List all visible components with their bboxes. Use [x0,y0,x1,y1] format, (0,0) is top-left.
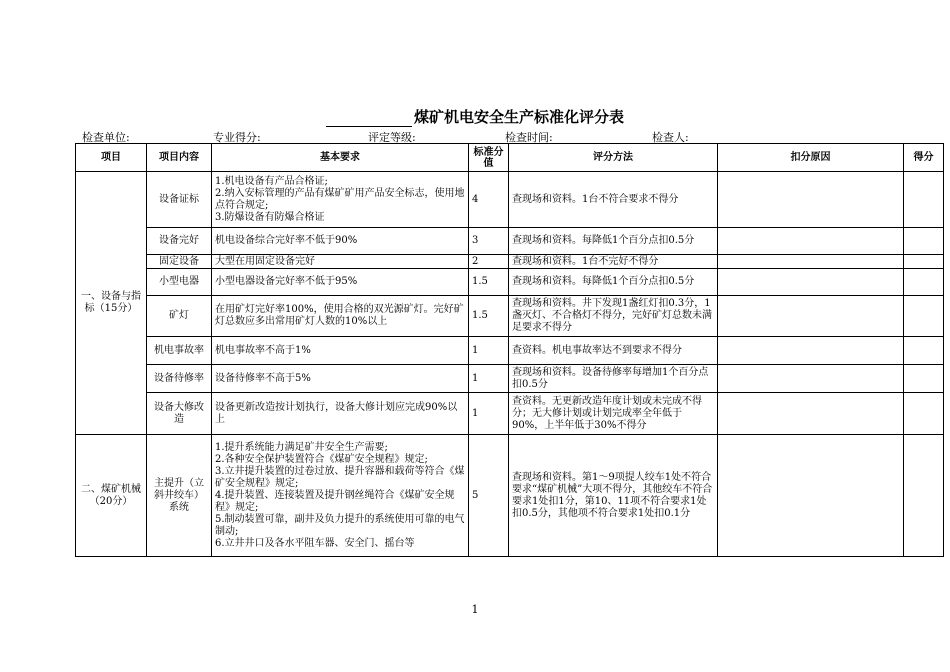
row-deduction[interactable] [718,337,904,365]
row-requirement: 机电事故率不高于1% [212,337,469,365]
row-method: 查现场和资料。1台不完好不得分 [509,255,718,269]
title-blank-line [326,112,412,127]
table-row [76,365,944,393]
table-row [76,393,944,435]
row-deduction[interactable] [718,393,904,435]
row-score: 1 [469,393,509,435]
row-content: 小型电器 [147,269,212,296]
row-score: 1.5 [469,296,509,337]
row-deduction[interactable] [718,255,904,269]
row-requirement: 1.提升系统能力满足矿井安全生产需要; 2.各种安全保护装置符合《煤矿安全规程》规定; 3.立井提升装置的过卷过放、提升容器和载荷等符合《煤矿安全规程》规定; 4.提升装置、连接装置及提升钢丝绳符合《煤矿安全规程》规定; 5.制动装置可靠，副井及负力提升的系统使用可靠的电气制动; 6.立井井口及各水平阻车器、安全门、摇台等 [212,435,469,557]
meta-score: 专业得分: [213,131,261,144]
row-result[interactable] [904,393,944,435]
row-score: 4 [469,172,509,228]
row-deduction[interactable] [718,296,904,337]
row-result[interactable] [904,269,944,296]
row-score: 1 [469,365,509,393]
page-title [0,106,950,127]
row-score: 1 [469,337,509,365]
row-requirement: 大型在用固定设备完好 [212,255,469,269]
row-score: 2 [469,255,509,269]
row-content: 矿灯 [147,296,212,337]
table-row [76,228,944,255]
row-requirement: 在用矿灯完好率100%，使用合格的双光源矿灯。完好矿灯总数应多出常用矿灯人数的10%以上 [212,296,469,337]
row-requirement: 设备待修率不高于5% [212,365,469,393]
meta-unit: 检查单位: [82,131,130,144]
row-method: 查现场和资料。设备待修率每增加1个百分点扣0.5分 [509,365,718,393]
meta-time: 检查时间: [505,131,553,144]
row-content: 主提升（立斜井绞车）系统 [147,435,212,557]
row-result[interactable] [904,172,944,228]
row-score: 3 [469,228,509,255]
row-requirement: 1.机电设备有产品合格证; 2.纳入安标管理的产品有煤矿矿用产品安全标志，使用地点符合规定; 3.防爆设备有防爆合格证 [212,172,469,228]
title-text: 煤矿机电安全生产标准化评分表 [413,108,624,126]
row-result[interactable] [904,337,944,365]
header-content: 项目内容 [147,144,212,172]
row-deduction[interactable] [718,228,904,255]
row-content: 设备证标 [147,172,212,228]
header-score: 得分 [904,144,944,172]
row-method: 查现场和资料。第1～9项提人绞车1处不符合要求“煤矿机械”大项不得分，其他绞车不符合要求1处扣1分，第10、11项不符合要求1处扣0.5分，其他项不符合要求1处扣0.1分 [509,435,718,557]
row-method: 查资料。机电事故率达不到要求不得分 [509,337,718,365]
header-method: 评分方法 [509,144,718,172]
row-method: 查资料。无更新改造年度计划或未完成不得分；无大修计划或计划完成率全年低于90%，上半年低于30%不得分 [509,393,718,435]
header-item: 项目 [76,144,147,172]
row-result[interactable] [904,255,944,269]
row-method: 查现场和资料。井下发现1盏红灯扣0.3分，1盏灭灯、不合格灯不得分，完好矿灯总数未满足要求不得分 [509,296,718,337]
row-content: 设备完好 [147,228,212,255]
header-deduction: 扣分原因 [718,144,904,172]
row-deduction[interactable] [718,435,904,557]
row-score: 1.5 [469,269,509,296]
row-deduction[interactable] [718,269,904,296]
row-deduction[interactable] [718,365,904,393]
table-header-row [76,144,944,172]
page-number: 1 [471,603,479,616]
row-content: 设备待修率 [147,365,212,393]
row-result[interactable] [904,435,944,557]
table-row [76,296,944,337]
table-row [76,172,944,228]
table-row [76,435,944,557]
table-row [76,255,944,269]
row-result[interactable] [904,296,944,337]
row-result[interactable] [904,228,944,255]
meta-grade: 评定等级: [368,131,416,144]
section-label: 二、煤矿机械（20分） [76,435,147,557]
table-row [76,337,944,365]
row-requirement: 机电设备综合完好率不低于90% [212,228,469,255]
row-requirement: 设备更新改造按计划执行，设备大修计划应完成90%以上 [212,393,469,435]
row-result[interactable] [904,365,944,393]
row-content: 机电事故率 [147,337,212,365]
row-method: 查现场和资料。1台不符合要求不得分 [509,172,718,228]
row-content: 固定设备 [147,255,212,269]
row-requirement: 小型电器设备完好率不低于95% [212,269,469,296]
header-standard: 标准分值 [469,144,509,172]
scoring-table [75,143,944,557]
section-label: 一、设备与指标（15分） [76,172,147,435]
row-score: 5 [469,435,509,557]
meta-inspector: 检查人: [652,131,689,144]
row-method: 查现场和资料。每降低1个百分点扣0.5分 [509,228,718,255]
row-method: 查现场和资料。每降低1个百分点扣0.5分 [509,269,718,296]
row-content: 设备大修改造 [147,393,212,435]
header-requirement: 基本要求 [212,144,469,172]
row-deduction[interactable] [718,172,904,228]
table-row [76,269,944,296]
